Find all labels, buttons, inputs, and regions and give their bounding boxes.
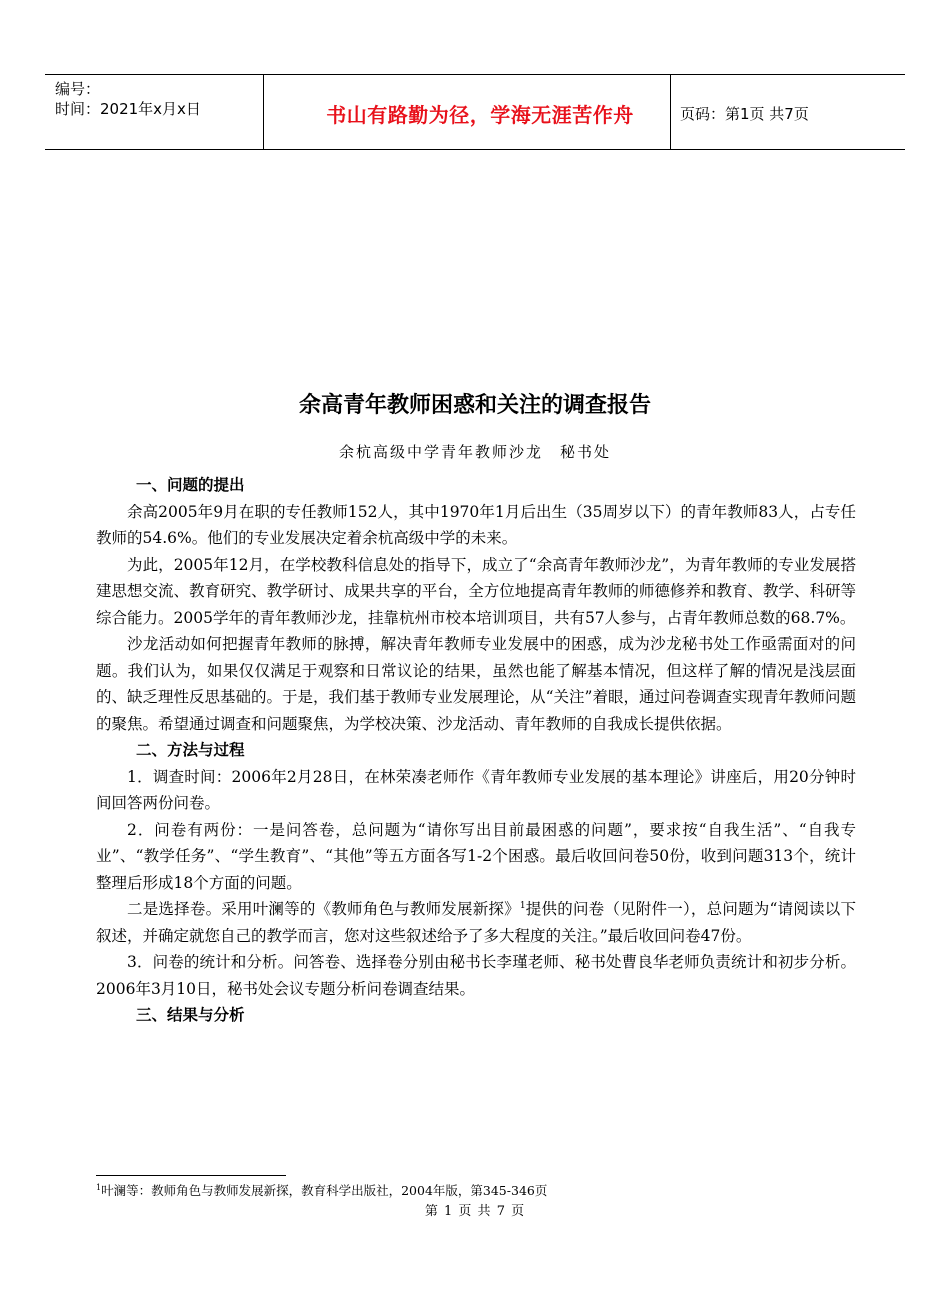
document-title: 余高青年教师困惑和关注的调查报告 xyxy=(298,392,651,418)
section-heading: 三、结果与分析 xyxy=(136,1006,245,1024)
header-divider xyxy=(263,75,264,149)
footnote-reference[interactable]: 1 xyxy=(519,900,526,911)
number-label: 编号： xyxy=(55,80,101,98)
paragraph: 3．问卷的统计和分析。问答卷、选择卷分别由秘书长李瑾老师、秘书处曹良华老师负责统计和初步分析。2006年3月10日，秘书处会议专题分析问卷调查结果。 xyxy=(96,953,856,998)
header-table xyxy=(45,74,905,150)
paragraph-with-footnote xyxy=(96,896,856,949)
footnote-mark: 1 xyxy=(96,1182,102,1192)
footnote-text: 叶澜等：教师角色与教师发展新探，教育科学出版社，2004年版，第345-346页 xyxy=(101,1183,548,1198)
header-meta xyxy=(55,79,201,119)
paragraph: 余高2005年9月在职的专任教师152人，其中1970年1月后出生（35周岁以下）的青年教师83人，占专任教师的54.6%。他们的专业发展决定着余杭高级中学的未来。 xyxy=(96,502,856,547)
page-footer: 第 1 页 共 7 页 xyxy=(424,1204,526,1219)
document-body xyxy=(96,472,856,1029)
document-subtitle: 余杭高级中学青年教师沙龙 秘书处 xyxy=(338,443,611,461)
header-page-label: 页码：第1页 共7页 xyxy=(680,105,809,123)
paragraph-text: 二是选择卷。采用叶澜等的《教师角色与教师发展新探》 xyxy=(127,900,520,918)
paragraph-text: 提供的问卷（见附件一），总问题为“请阅读以下叙述，并确定就您自己的教学而言，您对这些叙述给予了多大程度的关注。”最后收回问卷47份。 xyxy=(96,900,856,945)
paragraph: 2．问卷有两份：一是问答卷，总问题为“请你写出目前最困惑的问题”，要求按“自我生活”、“自我专业”、“教学任务”、“学生教育”、“其他”等五方面各写1-2个困惑。最后收回问卷50份，收到问题313个，统计整理后形成18个方面的问题。 xyxy=(96,820,856,892)
paragraph: 1．调查时间：2006年2月28日，在林荣凑老师作《青年教师专业发展的基本理论》讲座后，用20分钟时间回答两份问卷。 xyxy=(96,767,856,812)
footnote xyxy=(96,1181,547,1199)
section-heading: 一、问题的提出 xyxy=(136,476,245,494)
footnote-separator xyxy=(96,1175,286,1176)
motto: 书山有路勤为径，学海无涯苦作舟 xyxy=(326,103,634,127)
paragraph: 为此，2005年12月，在学校教科信息处的指导下，成立了“余高青年教师沙龙”，为青年教师的专业发展搭建思想交流、教育研究、教学研讨、成果共享的平台，全方位地提高青年教师的师德修养和教育、教学、科研等综合能力。2005学年的青年教师沙龙，挂靠杭州市校本培训项目，共有57人参与，占青年教师总数的68.7%。 xyxy=(96,555,856,627)
paragraph: 沙龙活动如何把握青年教师的脉搏，解决青年教师专业发展中的困惑，成为沙龙秘书处工作亟需面对的问题。我们认为，如果仅仅满足于观察和日常议论的结果，虽然也能了解基本情况，但这样了解的情况是浅层面的、缺乏理性反思基础的。于是，我们基于教师专业发展理论，从“关注”着眼，通过问卷调查实现青年教师问题的聚焦。希望通过调查和问题聚焦，为学校决策、沙龙活动、青年教师的自我成长提供依据。 xyxy=(96,635,856,733)
date-label: 时间：2021年x月x日 xyxy=(55,100,201,118)
section-heading: 二、方法与过程 xyxy=(136,741,245,759)
